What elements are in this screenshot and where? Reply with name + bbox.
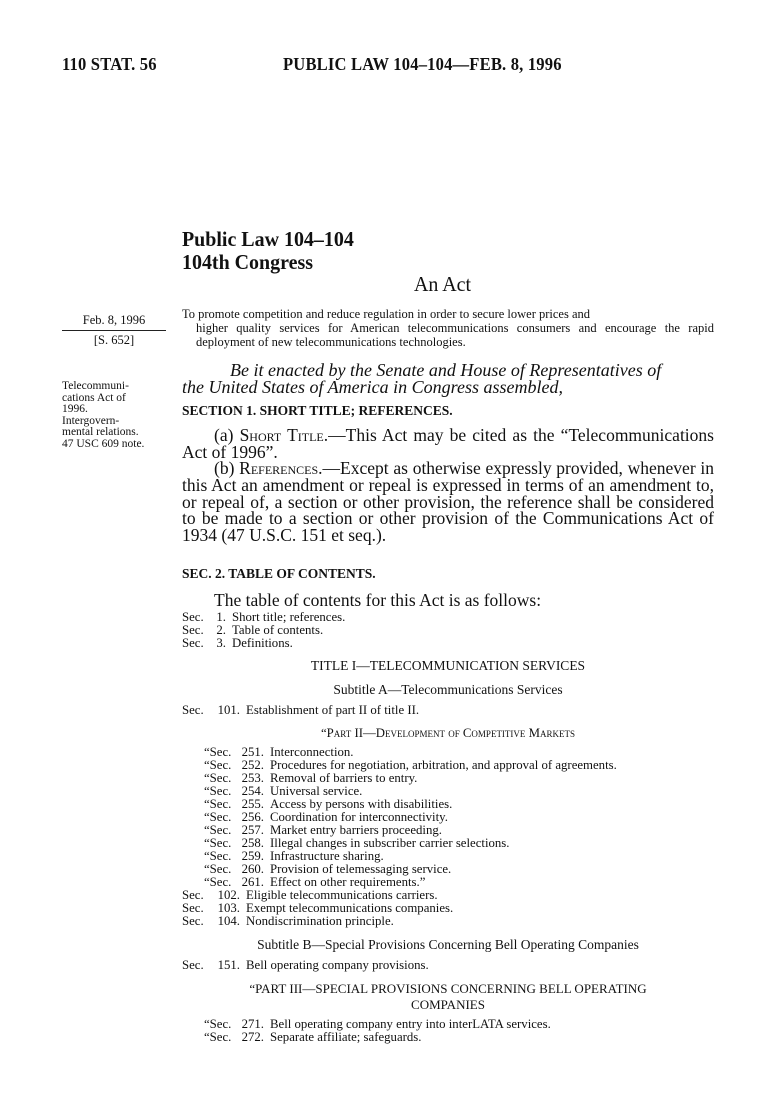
toc-sec-title: Establishment of part II of title II. bbox=[246, 703, 420, 717]
margin-note-line: Telecommuni- bbox=[62, 380, 129, 392]
subtitle-a-heading: Subtitle A—Telecommunications Services bbox=[333, 682, 563, 697]
toc-sec-number: 101. bbox=[217, 703, 240, 717]
an-act-heading: An Act bbox=[414, 272, 472, 296]
toc-sec-title: Infrastructure sharing. bbox=[270, 849, 384, 863]
toc-sec-number: 254. bbox=[241, 784, 264, 798]
toc-sec-number: 251. bbox=[241, 745, 264, 759]
toc-sec-title: Universal service. bbox=[270, 784, 363, 798]
toc-sec-number: 151. bbox=[217, 958, 240, 972]
purpose-line-1: To promote competition and reduce regulation in order to secure lower prices and bbox=[182, 307, 591, 321]
toc-sec-title: Access by persons with disabilities. bbox=[270, 797, 453, 811]
public-law-number: Public Law 104–104 bbox=[182, 227, 354, 251]
part-3-heading-line-1: “PART III—SPECIAL PROVISIONS CONCERNING BELL OPERATING bbox=[249, 981, 647, 996]
toc-sec-label: “Sec. bbox=[204, 836, 232, 850]
toc-sec-number: 272. bbox=[241, 1030, 264, 1044]
toc-sec-label: Sec. bbox=[182, 914, 204, 928]
toc-sec-title: Removal of barriers to entry. bbox=[270, 771, 418, 785]
toc-sec-number: 3. bbox=[216, 636, 226, 650]
toc-sec-number: 103. bbox=[217, 901, 240, 915]
act-purpose bbox=[182, 307, 714, 349]
toc-sec-101 bbox=[182, 704, 722, 717]
subsection-b-body: .—Except as otherwise expressly provided, whenever in this Act an amendment or repeal is expressed in terms of an amendment to, or repeal of, a section or other provision, the reference shall be considered to be made to a section or other provision of the Communications Act of 1934 (47 U.S.C. 151 et seq.). bbox=[182, 458, 714, 546]
toc-sec-label: “Sec. bbox=[204, 810, 232, 824]
toc-sec-number: 257. bbox=[241, 823, 264, 837]
enactment-date: Feb. 8, 1996 bbox=[62, 313, 166, 331]
subsection-b-caption: References bbox=[239, 458, 319, 478]
toc-sec-151 bbox=[182, 959, 722, 972]
toc-sec-label: Sec. bbox=[182, 703, 204, 717]
toc-sec-number: 102. bbox=[217, 888, 240, 902]
margin-note-line: cations Act of bbox=[62, 391, 126, 404]
section-1b-text bbox=[182, 460, 714, 544]
page-stat-citation: 110 STAT. 56 bbox=[62, 54, 157, 74]
toc-row bbox=[182, 1031, 722, 1044]
congress-number: 104th Congress bbox=[182, 250, 313, 274]
toc-sec-label: “Sec. bbox=[204, 771, 232, 785]
toc-sec-title: Bell operating company provisions. bbox=[246, 958, 429, 972]
toc-sec-label: Sec. bbox=[182, 888, 204, 902]
toc-sec-label: “Sec. bbox=[204, 875, 232, 889]
toc-sec-label: “Sec. bbox=[204, 758, 232, 772]
toc-sec-title: Exempt telecommunications companies. bbox=[246, 901, 454, 915]
toc-row bbox=[182, 915, 722, 928]
purpose-continuation: higher quality services for American telecommunications consumers and encourage the rapid deployment of new telecommunications technologies. bbox=[196, 321, 714, 349]
subsection-a-label: (a) bbox=[214, 425, 240, 445]
toc-sec-label: “Sec. bbox=[204, 797, 232, 811]
subtitle-b-heading: Subtitle B—Special Provisions Concerning Bell Operating Companies bbox=[257, 937, 639, 952]
subsection-b-label: (b) bbox=[214, 458, 240, 478]
margin-date-block bbox=[62, 313, 166, 348]
toc-sec-title: Short title; references. bbox=[232, 610, 346, 624]
toc-sec-number: 255. bbox=[241, 797, 264, 811]
toc-sec-number: 256. bbox=[241, 810, 264, 824]
toc-sec-label: “Sec. bbox=[204, 1017, 232, 1031]
toc-sec-title: Effect on other requirements.” bbox=[270, 875, 426, 889]
toc-sec-title: Bell operating company entry into interLATA services. bbox=[270, 1017, 551, 1031]
toc-sec-number: 260. bbox=[241, 862, 264, 876]
toc-sec-label: Sec. bbox=[182, 958, 204, 972]
toc-sec-title: Interconnection. bbox=[270, 745, 354, 759]
toc-sec-number: 259. bbox=[241, 849, 264, 863]
toc-sec-label: Sec. bbox=[182, 636, 204, 650]
bill-number: [S. 652] bbox=[93, 333, 135, 347]
margin-note-line: mental relations. bbox=[62, 426, 139, 439]
toc-sec-title: Nondiscrimination principle. bbox=[246, 914, 394, 928]
toc-sec-number: 261. bbox=[241, 875, 264, 889]
toc-sec-title: Separate affiliate; safeguards. bbox=[270, 1030, 422, 1044]
toc-sec-label: “Sec. bbox=[204, 823, 232, 837]
toc-sec-label: “Sec. bbox=[204, 745, 232, 759]
part-3-heading bbox=[182, 981, 714, 1013]
toc-sec-title: Table of contents. bbox=[232, 623, 324, 637]
margin-notes bbox=[62, 381, 172, 451]
toc-sec-label: “Sec. bbox=[204, 1030, 232, 1044]
toc-row bbox=[182, 704, 722, 717]
toc-sec-label: Sec. bbox=[182, 610, 204, 624]
toc-sec-number: 104. bbox=[217, 914, 240, 928]
toc-sec-title: Illegal changes in subscriber carrier selections. bbox=[270, 836, 510, 850]
section-1a-text bbox=[182, 427, 714, 461]
toc-sec-number: 271. bbox=[241, 1017, 264, 1031]
toc-row bbox=[182, 959, 722, 972]
enacting-line-1: Be it enacted by the Senate and House of Representatives of bbox=[230, 360, 662, 380]
enacting-line-2: the United States of America in Congress assembled, bbox=[182, 377, 563, 397]
toc-sec-label: “Sec. bbox=[204, 784, 232, 798]
toc-sec-title: Coordination for interconnectivity. bbox=[270, 810, 448, 824]
part-3-heading-line-2: COMPANIES bbox=[411, 997, 485, 1012]
toc-intro: The table of contents for this Act is as follows: bbox=[214, 590, 542, 610]
part-2-heading: “Part II—Development of Competitive Markets bbox=[320, 726, 576, 740]
toc-sec-number: 2. bbox=[216, 623, 226, 637]
toc-part-2-list bbox=[182, 746, 722, 928]
enacting-clause bbox=[182, 362, 714, 396]
toc-sec-title: Market entry barriers proceeding. bbox=[270, 823, 442, 837]
toc-sec-number: 258. bbox=[241, 836, 264, 850]
running-title: PUBLIC LAW 104–104—FEB. 8, 1996 bbox=[283, 54, 562, 74]
margin-note-line: 1996. bbox=[62, 403, 88, 416]
margin-note-line: 47 USC 609 note. bbox=[62, 437, 145, 450]
toc-sec-label: Sec. bbox=[182, 901, 204, 915]
toc-sec-title: Procedures for negotiation, arbitration, and approval of agreements. bbox=[270, 758, 617, 772]
law-title-block bbox=[182, 228, 354, 274]
margin-note-line: Intergovern- bbox=[62, 414, 120, 427]
toc-row bbox=[182, 637, 722, 650]
toc-sec-label: “Sec. bbox=[204, 862, 232, 876]
title-1-heading: TITLE I—TELECOMMUNICATION SERVICES bbox=[310, 658, 586, 673]
subsection-a-body: .—This Act may be cited as the “Telecommunications Act of 1996”. bbox=[182, 425, 714, 462]
toc-sec-number: 252. bbox=[241, 758, 264, 772]
toc-general-list bbox=[182, 611, 722, 650]
toc-sec-title: Eligible telecommunications carriers. bbox=[246, 888, 438, 902]
subsection-a-caption: Short Title bbox=[239, 425, 324, 445]
section-1-heading: SECTION 1. SHORT TITLE; REFERENCES. bbox=[182, 403, 453, 418]
toc-sec-number: 253. bbox=[241, 771, 264, 785]
section-2-heading: SEC. 2. TABLE OF CONTENTS. bbox=[182, 566, 376, 581]
toc-sec-title: Definitions. bbox=[232, 636, 293, 650]
toc-part-3-list bbox=[182, 1018, 722, 1044]
toc-sec-number: 1. bbox=[216, 610, 226, 624]
toc-sec-label: “Sec. bbox=[204, 849, 232, 863]
toc-sec-label: Sec. bbox=[182, 623, 204, 637]
toc-sec-title: Provision of telemessaging service. bbox=[270, 862, 452, 876]
